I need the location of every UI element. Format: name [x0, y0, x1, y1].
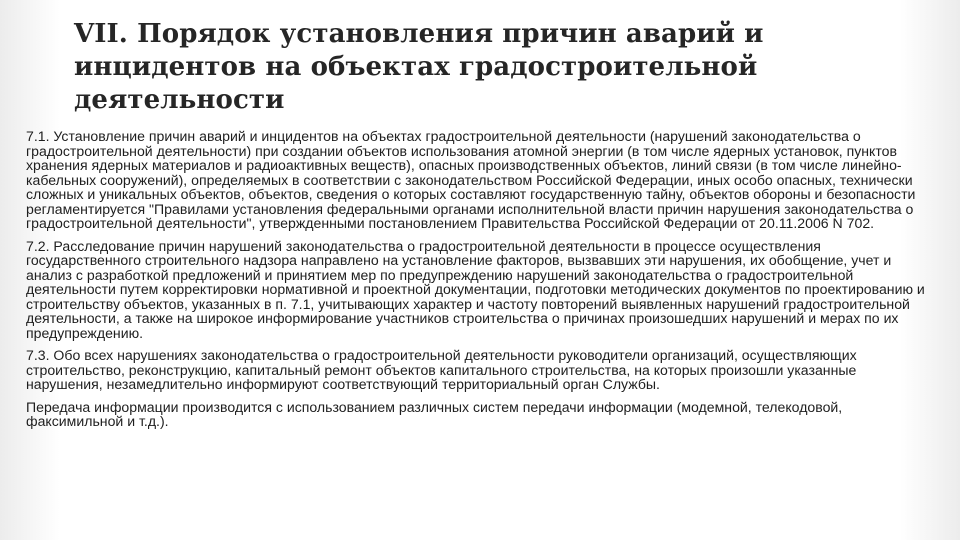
paragraph-7-2: 7.2. Расследование причин нарушений законодательства о градостроительной деятельности в процессе осуществления государственного строительного надзора направлено на установление факторов, вызвавших эти нарушения, их обобщение, учет и анализ с разработкой предложений и принятием мер по предупреждению нарушений законодательства о градостроительной деятельности путем корректировки нормативной и проектной документации, подготовки методических документов по проектированию и строительству объектов, указанных в п. 7.1, учитывающих характер и частоту повторений выявленных нарушений градостроительной деятельности, а также на широкое информирование участников строительства о причинах произошедших нарушений и мерах по их предупреждению. — [26, 237, 925, 341]
paragraph-7-1: 7.1. Установление причин аварий и инцидентов на объектах градостроительной деятельности (нарушений законодательства о градостроительной деятельности) при создании объектов использования атомной энергии (в том числе ядерных установок, пунктов хранения ядерных материалов и радиоактивных веществ), опасных производственных объектов, линий связи (в том числе линейно-кабельных сооружений), определяемых в соответствии с законодательством Российской Федерации, иных особо опасных, технически сложных и уникальных объектов, объектов, сведения о которых составляют государственную тайну, объектов обороны и безопасности регламентируется "Правилами установления федеральными органами исполнительной власти причин нарушения законодательства о градостроительной деятельности", утвержденными постановлением Правительства Российской Федерации от 20.11.2006 N 702. — [26, 128, 916, 231]
paragraph-info-transfer: Передача информации производится с использованием различных систем передачи информации (модемной, телекодовой, факсимильной и т.д.). — [26, 398, 843, 429]
slide-body — [26, 129, 932, 437]
slide-title: VII. Порядок установления причин аварий и инцидентов на объектах градостроительной деятельности — [74, 19, 764, 115]
paragraph-7-3: 7.3. Обо всех нарушениях законодательства о градостроительной деятельности руководители организаций, осуществляющих строительство, реконструкцию, капитальный ремонт объектов капитального строительства, на которых произошли указанные нарушения, незамедлительно информируют соответствующий территориальный орган Службы. — [26, 347, 857, 392]
